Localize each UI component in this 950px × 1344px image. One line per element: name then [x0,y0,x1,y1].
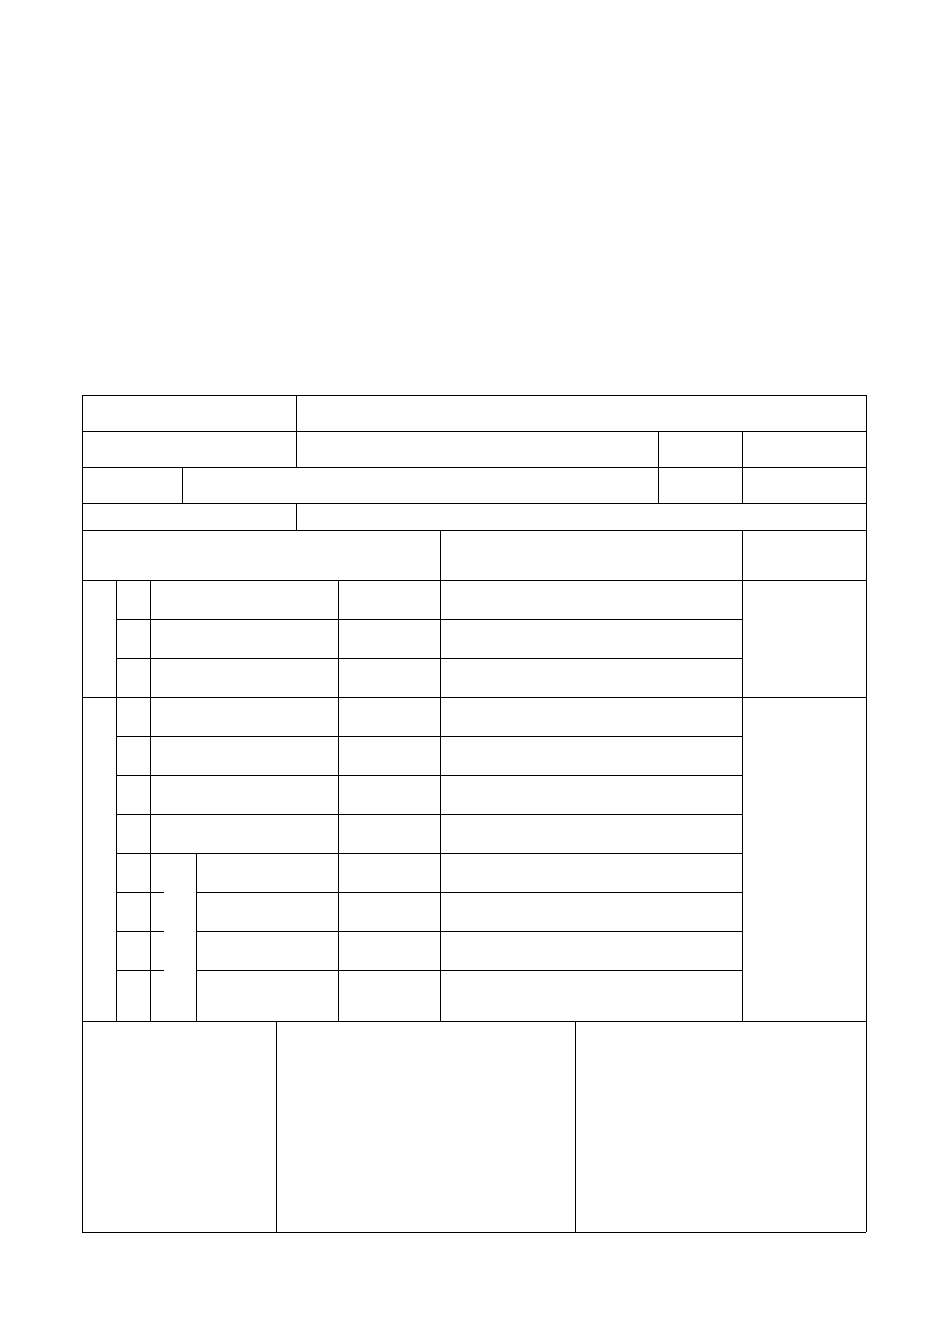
col-divider [182,467,183,503]
row-divider [196,931,742,932]
col-divider [296,395,297,467]
row-divider [116,619,742,620]
table-border-left [82,395,83,1232]
row-divider [196,970,742,971]
row-divider [116,931,164,932]
col-divider [338,580,339,1021]
col-divider [276,1021,277,1232]
row-divider [116,970,164,971]
table-border-right [866,395,867,1232]
col-divider [150,580,151,1021]
table-border-top [82,395,866,396]
col-divider [742,580,743,1021]
row-divider [82,580,866,581]
row-divider [82,530,866,531]
row-divider [116,892,164,893]
acceptance-table [82,395,866,1232]
row-divider [196,892,742,893]
row-divider [116,658,742,659]
table-border-bottom [82,1232,866,1233]
col-divider [440,530,441,580]
row-divider [116,775,742,776]
col-divider [658,431,659,503]
row-divider [116,736,742,737]
col-divider [196,853,197,1021]
col-divider [116,580,117,1021]
col-divider [575,1021,576,1232]
row-divider [82,431,866,432]
col-divider [440,580,441,1021]
col-divider [742,530,743,580]
col-divider [296,503,297,530]
row-divider [82,697,866,698]
row-divider [116,853,742,854]
row-divider [82,1021,866,1022]
row-divider [82,467,866,468]
col-divider [742,431,743,503]
row-divider [116,814,742,815]
row-divider [82,503,866,504]
